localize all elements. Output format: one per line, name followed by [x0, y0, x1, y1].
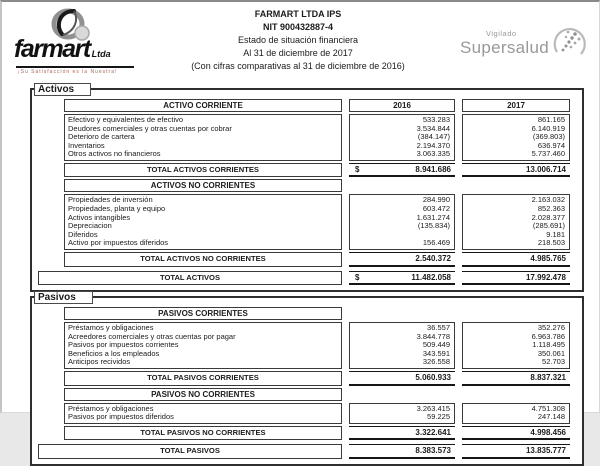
account-labels	[64, 194, 342, 250]
amount-2017: 52.703	[542, 357, 565, 367]
account-name: Beneficios a los empleados	[68, 348, 160, 358]
amount-2016: 3.063.335	[416, 149, 450, 159]
account-name: Inventarios	[68, 140, 105, 150]
document-header	[2, 2, 599, 84]
account-name: Activo por impuestos diferidos	[68, 238, 169, 248]
amount-2016: 3.534.844	[416, 123, 450, 133]
total-amount-2017	[462, 271, 570, 286]
row-data	[36, 403, 570, 424]
row-header	[36, 179, 570, 192]
account-name: Propiedades de inversión	[68, 195, 153, 205]
amount-2017: 6.140.919	[531, 123, 565, 133]
amount-2016: 284.990	[422, 195, 450, 205]
amount-2016: 59.225	[427, 412, 450, 422]
subsection-header: ACTIVOS NO CORRIENTES	[64, 179, 342, 192]
row-data	[36, 322, 570, 369]
values-2017	[462, 114, 570, 161]
amount-2016: 603.472	[422, 204, 450, 214]
pasivos-section	[30, 292, 584, 466]
total-amount-2016	[349, 444, 455, 459]
amount-2016: 1.631.274	[416, 212, 450, 222]
account-name: Anticipos recividos	[68, 357, 131, 367]
farmart-wordmark	[14, 37, 154, 66]
total-number-2016: 8.383.573	[415, 446, 451, 456]
farmart-tagline: ¡Su Satisfacción es la Nuestra!	[18, 69, 118, 75]
total-number-2016: 3.322.641	[415, 427, 451, 437]
amount-2016: 3.844.778	[416, 331, 450, 341]
year-header: 2016	[349, 99, 455, 112]
account-name: Deudores comerciales y otras cuentas por cobrar	[68, 123, 232, 133]
total-amount-2017	[462, 426, 570, 441]
total-amount-2017	[462, 163, 570, 178]
account-name: Activos intangibles	[68, 212, 131, 222]
total-amount-2016	[349, 426, 455, 441]
amount-2016: 156.469	[422, 238, 450, 248]
values-2017	[462, 322, 570, 369]
total-amount-2016	[349, 371, 455, 386]
total-number-2017: 13.006.714	[525, 164, 566, 174]
amount-2016: 326.558	[422, 357, 450, 367]
total-label: TOTAL PASIVOS NO CORRIENTES	[64, 426, 342, 441]
total-label: TOTAL PASIVOS CORRIENTES	[64, 371, 342, 386]
column-header-label: ACTIVO CORRIENTE	[64, 99, 342, 112]
amount-2017: 1.118.495	[532, 340, 565, 350]
account-name: Acreedores comerciales y otras cuentas por pagar	[68, 331, 236, 341]
total-amount-2016	[349, 252, 455, 267]
total-label: TOTAL ACTIVOS	[38, 271, 342, 286]
account-name: Depreciacion	[68, 221, 112, 231]
currency-symbol: $	[355, 164, 360, 174]
total-number-2017: 4.998.456	[530, 427, 566, 437]
supersalud-name: Supersalud	[459, 37, 549, 57]
amount-2017: 861.165	[537, 115, 565, 124]
account-labels	[64, 403, 342, 424]
total-number-2017: 8.837.321	[530, 373, 566, 382]
amount-2017: 352.276	[537, 323, 565, 333]
total-amount-2017	[462, 371, 570, 386]
values-2016	[349, 114, 455, 161]
row-total	[36, 252, 570, 267]
supersalud-logo	[460, 22, 591, 64]
account-name: Deterioro de cartera	[68, 132, 135, 142]
row-total	[36, 371, 570, 386]
row-total	[36, 426, 570, 441]
row-total	[36, 163, 570, 178]
amount-2017: 247.148	[537, 412, 565, 422]
section-title: Activos	[34, 83, 91, 96]
values-2017	[462, 403, 570, 424]
amount-2017: 636.974	[537, 140, 565, 150]
amount-2016: 3.263.415	[416, 403, 450, 413]
total-number-2017: 17.992.478	[525, 272, 566, 282]
comparative-note: (Con cifras comparativas al 31 de diciembre de 2016)	[191, 61, 405, 71]
amount-2017: (369.803)	[532, 132, 565, 142]
row-data	[36, 194, 570, 250]
account-name: Diferidos	[68, 229, 98, 239]
amount-2017: (285.691)	[532, 221, 565, 231]
company-nit: NIT 900432887-4	[262, 22, 334, 32]
amount-2016: 36.557	[427, 323, 450, 333]
farmart-logo	[14, 8, 154, 75]
amount-2017: 9.181	[546, 229, 565, 239]
amount-2016: (384.147)	[417, 132, 450, 142]
amount-2017: 6.963.786	[531, 331, 565, 341]
account-labels	[64, 114, 342, 161]
account-name: Pasivos por impuestos diferidos	[68, 412, 174, 422]
subsection-header: PASIVOS CORRIENTES	[64, 307, 342, 320]
amount-2017: 5.737.460	[531, 149, 565, 159]
amount-2017: 852.363	[537, 204, 565, 214]
values-2016	[349, 194, 455, 250]
total-number-2016: 2.540.372	[415, 254, 451, 264]
statement-title-block	[152, 8, 444, 73]
total-number-2016: 5.060.933	[415, 373, 451, 382]
statement-date: Al 31 de diciembre de 2017	[243, 48, 353, 58]
subsection-header: PASIVOS NO CORRIENTES	[64, 388, 342, 401]
total-number-2017: 4.985.765	[530, 254, 566, 264]
amount-2016: 2.194.370	[416, 140, 450, 150]
account-name: Otros activos no financieros	[68, 149, 161, 159]
farmart-brand-text: farmart	[14, 35, 90, 63]
company-name: FARMART LTDA IPS	[254, 9, 342, 19]
account-name: Propiedades, planta y equipo	[68, 204, 166, 214]
row-grand	[36, 444, 570, 459]
amount-2016: 343.591	[422, 348, 450, 358]
activos-section	[30, 84, 584, 292]
account-labels	[64, 322, 342, 369]
amount-2016: 509.449	[422, 340, 450, 350]
amount-2017: 350.061	[537, 348, 565, 358]
total-label: TOTAL ACTIVOS CORRIENTES	[64, 163, 342, 178]
total-amount-2017	[462, 252, 570, 267]
account-name: Efectivo y equivalentes de efectivo	[68, 115, 184, 124]
values-2016	[349, 403, 455, 424]
currency-symbol: $	[355, 272, 360, 282]
total-amount-2016	[349, 271, 455, 286]
account-name: Préstamos y obligaciones	[68, 323, 154, 333]
total-label: TOTAL ACTIVOS NO CORRIENTES	[64, 252, 342, 267]
total-amount-2016	[349, 163, 455, 178]
year-header: 2017	[462, 99, 570, 112]
farmart-underline	[16, 66, 134, 68]
account-name: Préstamos y obligaciones	[68, 403, 154, 413]
amount-2017: 2.028.377	[531, 212, 565, 222]
supersalud-icon	[549, 22, 591, 64]
total-amount-2017	[462, 444, 570, 459]
amount-2016: (135.834)	[417, 221, 450, 231]
row-colheader	[36, 99, 570, 112]
account-name: Pasivos por impuestos corrientes	[68, 340, 179, 350]
total-number-2016: 8.941.686	[415, 164, 451, 174]
values-2017	[462, 194, 570, 250]
row-header	[36, 307, 570, 320]
row-data	[36, 114, 570, 161]
statement-title: Estado de situación financiera	[237, 35, 359, 45]
amount-2017: 2.163.032	[531, 195, 565, 205]
total-label: TOTAL PASIVOS	[38, 444, 342, 459]
amount-2016: 533.283	[422, 115, 450, 124]
total-number-2017: 13.835.777	[525, 446, 566, 456]
amount-2017: 218.503	[537, 238, 565, 248]
section-title: Pasivos	[34, 291, 93, 304]
amount-2017: 4.751.308	[531, 403, 565, 413]
total-number-2016: 11.482.058	[411, 272, 451, 282]
supersalud-text	[460, 30, 549, 56]
values-2016	[349, 322, 455, 369]
row-header	[36, 388, 570, 401]
row-grand	[36, 271, 570, 286]
vigilado-label: Vigilado	[485, 29, 517, 39]
farmart-ltda-text: Ltda	[91, 49, 111, 59]
